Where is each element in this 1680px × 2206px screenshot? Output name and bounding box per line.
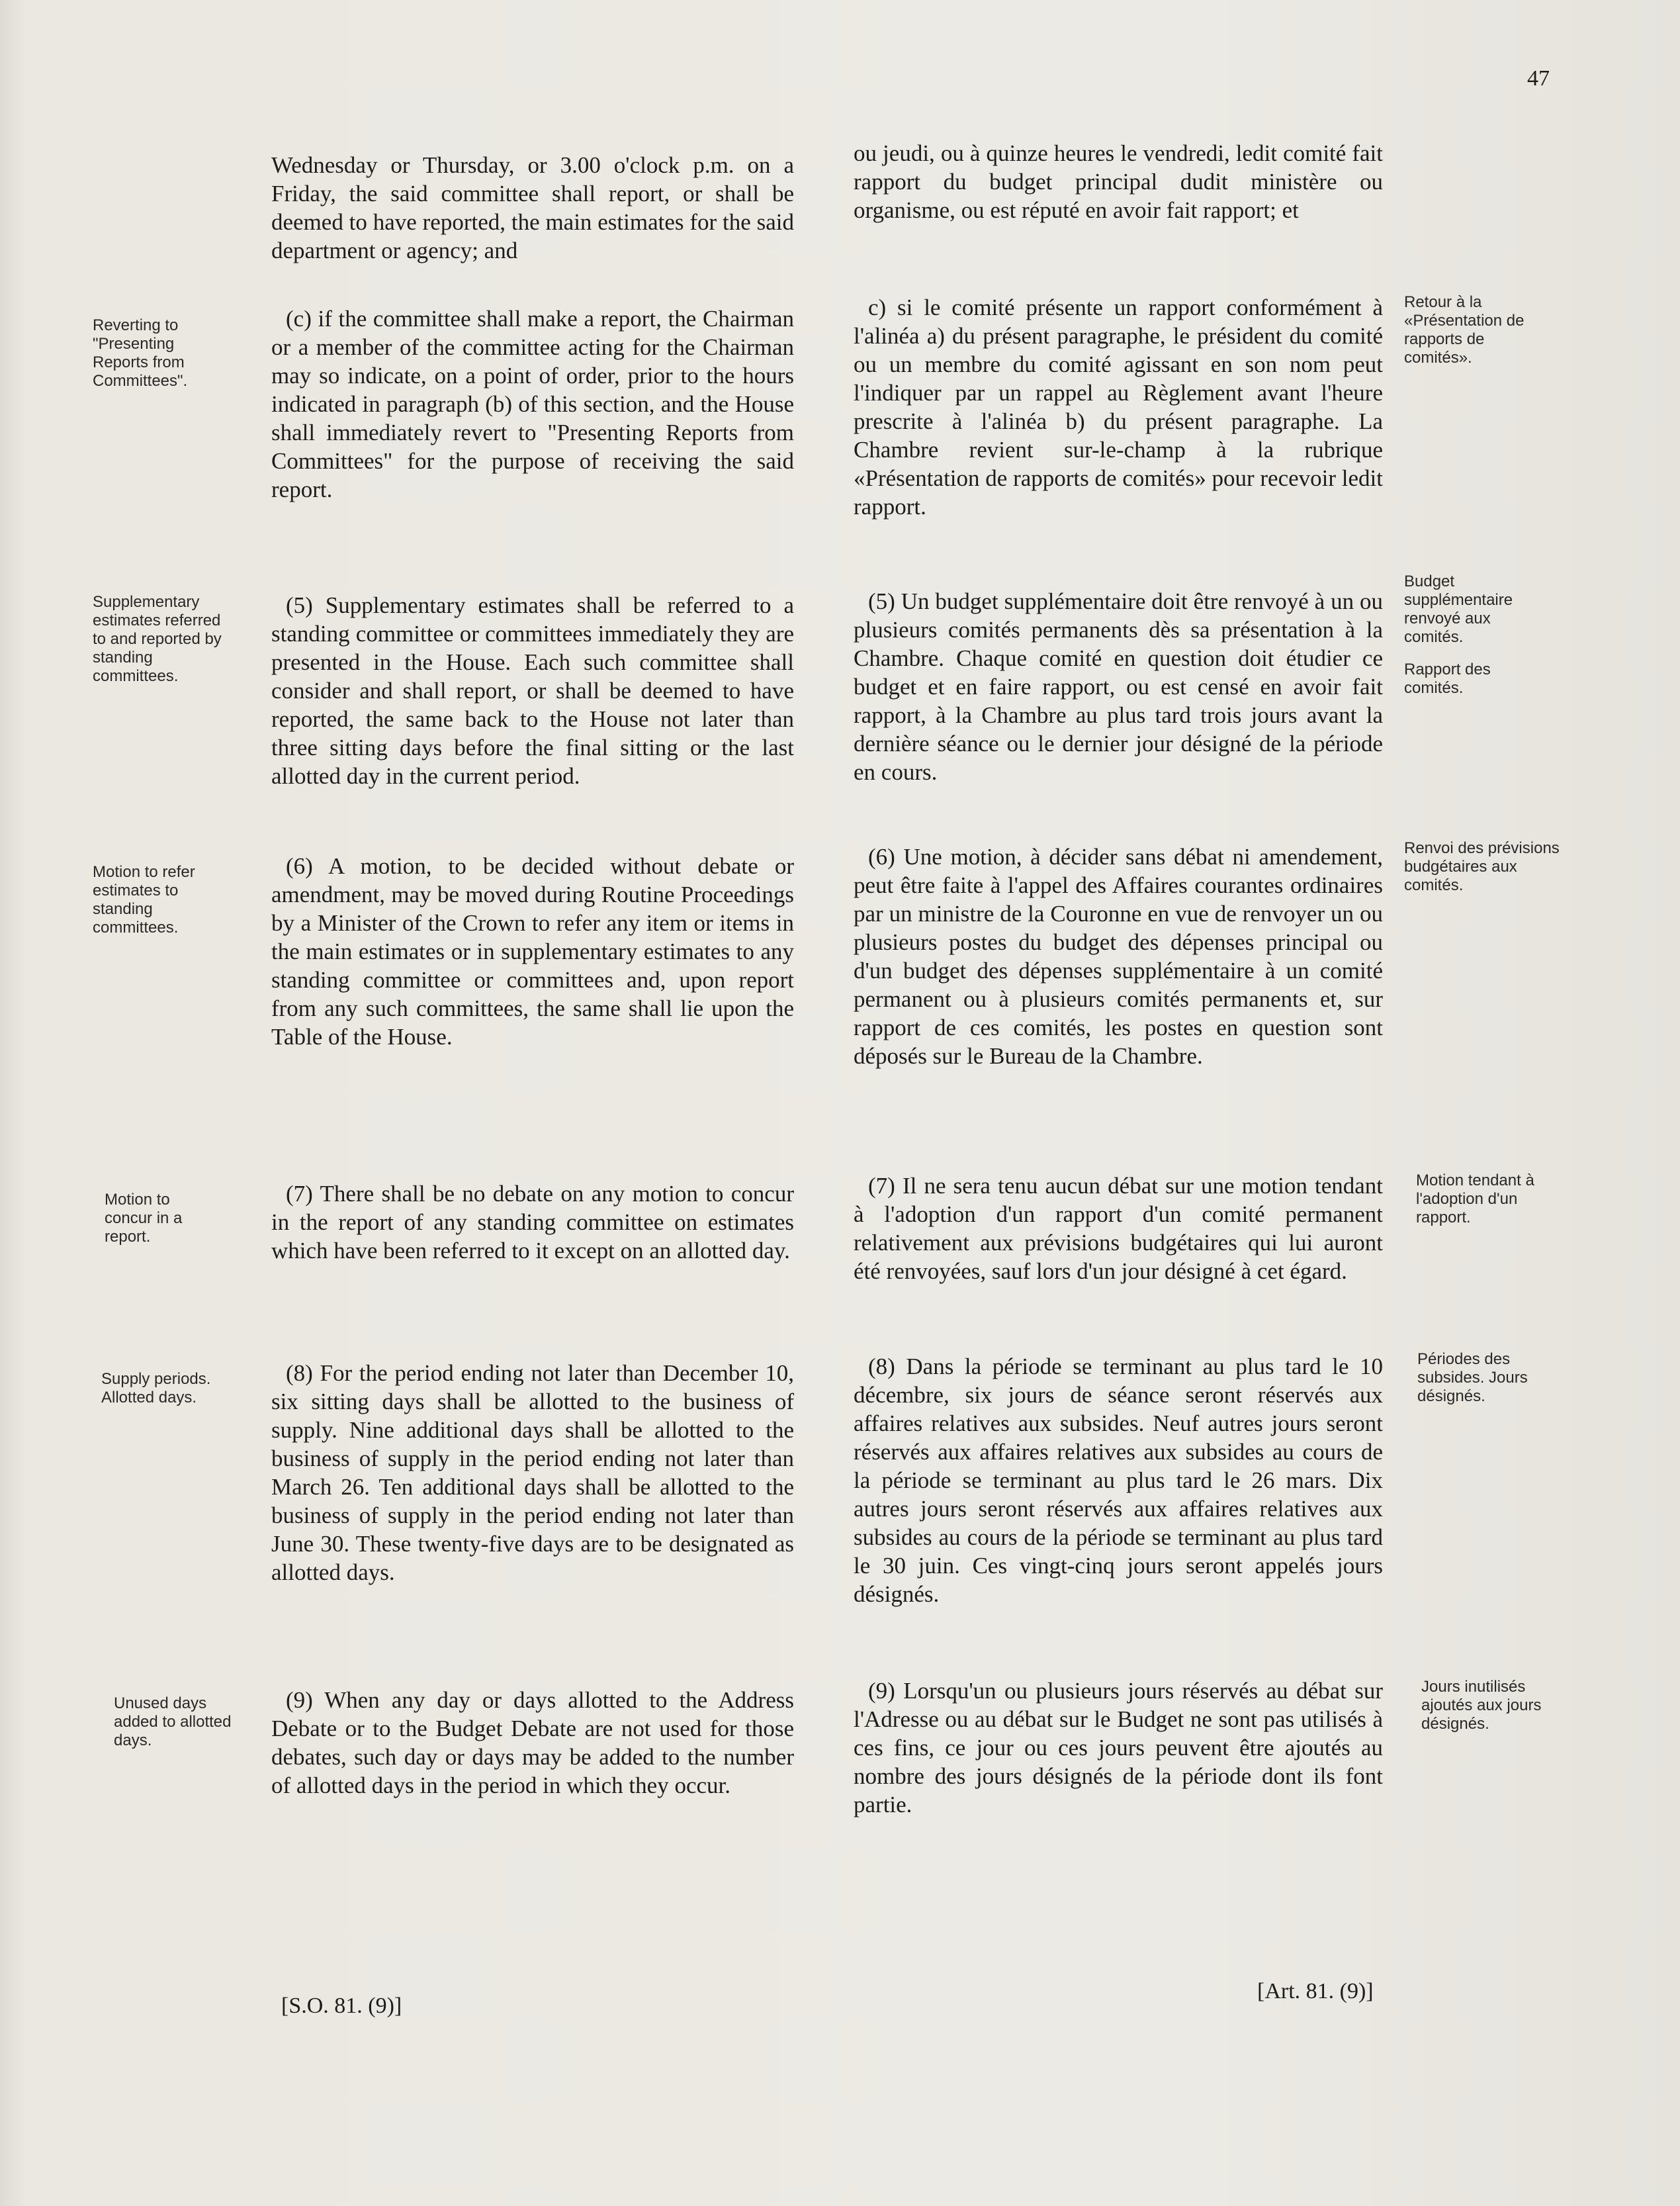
en-paragraph-6: (6) A motion, to be decided without debate or amendment, may be moved during Routine Proceedings by a Minister of the Crown to refer any item or items in the main estimates or in supplementary estimates to any standing committee or committees and, upon report from any such committees, the same shall lie upon the Table of the House. — [271, 853, 794, 1050]
en-citation: [S.O. 81. (9)] — [281, 1994, 402, 2018]
margin-note-periodes: Périodes des subsides. Jours désignés. — [1417, 1350, 1528, 1405]
en-paragraph-4c: Wednesday or Thursday, or 3.00 o'clock p.m. on a Friday, the said committee shall report, or shall be deemed to have reported, the main estimates for the said department or agency; and — [271, 152, 794, 263]
fr-paragraph-6: (6) Une motion, à décider sans débat ni amendement, peut être faite à l'appel des Affaires courantes ordinaires par un ministre de la Couronne en vue de renvoyer un ou plusieurs postes du budget des dépenses principal ou d'un budget des dépenses supplémentaire à un comité permanent ou à plusieurs comités permanents et, sur rapport de ces comités, les postes en question sont déposés sur le Bureau de la Chambre. — [854, 844, 1383, 1069]
fr-paragraph-7: (7) Il ne sera tenu aucun débat sur une motion tendant à l'adoption d'un rapport d'un comité permanent relativement aux prévisions budgétaires qui lui auront été renvoyées, sauf lors d'un jour désigné à cet égard. — [854, 1173, 1383, 1284]
fr-paragraph-4d: c) si le comité présente un rapport conformément à l'alinéa a) du présent paragraphe, le président du comité ou un membre du comité agissant en son nom peut l'indiquer par un rappel au Règlement avant l'heure prescrite à l'alinéa b) du présent paragraphe. La Chambre revient sur-le-champ à la rubrique «Présentation de rapports de comités» pour recevoir ledit rapport. — [854, 295, 1383, 520]
margin-note-motion-adoption: Motion tendant à l'adoption d'un rapport. — [1416, 1172, 1534, 1226]
fr-paragraph-9: (9) Lorsqu'un ou plusieurs jours réservés au débat sur l'Adresse ou au débat sur le Budget ne sont pas utilisés à ces fins, ce jour ou ces jours peuvent être ajoutés au nombre des jours désignés de la période dont ils font partie. — [854, 1678, 1383, 1817]
margin-note-unused-days: Unused days added to allotted days. — [114, 1694, 232, 1749]
margin-note-reverting: Reverting to "Presenting Reports from Committees". — [93, 316, 188, 390]
en-paragraph-8: (8) For the period ending not later than December 10, six sitting days shall be allotted to the business of supply. Nine additional days shall be allotted to the business of supply in the period ending not later than March 26. Ten additional days shall be allotted to the business of supply in the period ending not later than June 30. These twenty-five days are to be designated as allotted days. — [271, 1360, 794, 1585]
fr-citation: [Art. 81. (9)] — [1257, 1979, 1374, 2003]
margin-note-jours-inutilises: Jours inutilisés ajoutés aux jours désignés. — [1421, 1678, 1542, 1733]
margin-note-renvoi: Renvoi des prévisions budgétaires aux comités. — [1404, 839, 1560, 894]
en-paragraph-9: (9) When any day or days allotted to the Address Debate or to the Budget Debate are not used for those debates, such day or days may be added to the number of allotted days in the period in which they occur. — [271, 1687, 794, 1798]
fr-paragraph-5: (5) Un budget supplémentaire doit être renvoyé à un ou plusieurs comités permanents dès sa présentation à la Chambre. Chaque comité en question doit étudier ce budget et en faire rapport, ou est censé en avoir fait rapport, à la Chambre au plus tard trois jours avant la dernière séance ou le dernier jour désigné de la période en cours. — [854, 588, 1383, 785]
fr-paragraph-8: (8) Dans la période se terminant au plus tard le 10 décembre, six jours de séance seront réservés aux affaires relatives aux subsides. Neuf autres jours seront réservés aux affaires relatives aux subsides au cours de la période se terminant au plus tard le 26 mars. Dix autres jours seront réservés aux affaires relatives aux subsides au cours de la période se terminant au plus tard le 30 juin. Ces vingt-cinq jours seront appelés jours désignés. — [854, 1354, 1383, 1607]
margin-note-budget-supplementaire: Budget supplémentaire renvoyé aux comités. — [1404, 573, 1513, 646]
margin-note-motion-refer: Motion to refer estimates to standing committees. — [93, 863, 195, 937]
margin-note-supplementary: Supplementary estimates referred to and reported by standing committees. — [93, 593, 222, 685]
en-paragraph-4d: (c) if the committee shall make a report, the Chairman or a member of the committee acting for the Chairman may so indicate, on a point of order, prior to the hours indicated in paragraph (b) of this section, and the House shall immediately revert to "Presenting Reports from Committees" for the purpose of receiving the said report. — [271, 306, 794, 502]
page-number: 47 — [1527, 66, 1550, 91]
en-paragraph-7: (7) There shall be no debate on any motion to concur in the report of any standing committee on estimates which have been referred to it except on an allotted day. — [271, 1181, 794, 1264]
margin-note-retour: Retour à la «Présentation de rapports de comités». — [1404, 293, 1525, 367]
margin-note-rapport-comites: Rapport des comités. — [1404, 661, 1491, 697]
en-paragraph-5: (5) Supplementary estimates shall be referred to a standing committee or committees immediately they are presented in the House. Each such committee shall consider and shall report, or shall be deemed to have reported, the same back to the House not later than three sitting days before the final sitting or the last allotted day in the current period. — [271, 592, 794, 789]
margin-note-supply-periods: Supply periods. Allotted days. — [101, 1370, 211, 1406]
margin-note-motion-concur: Motion to concur in a report. — [105, 1191, 183, 1246]
fr-paragraph-4c: ou jeudi, ou à quinze heures le vendredi, ledit comité fait rapport du budget principal dudit ministère ou organisme, ou est réputé en avoir fait rapport; et — [854, 140, 1383, 223]
